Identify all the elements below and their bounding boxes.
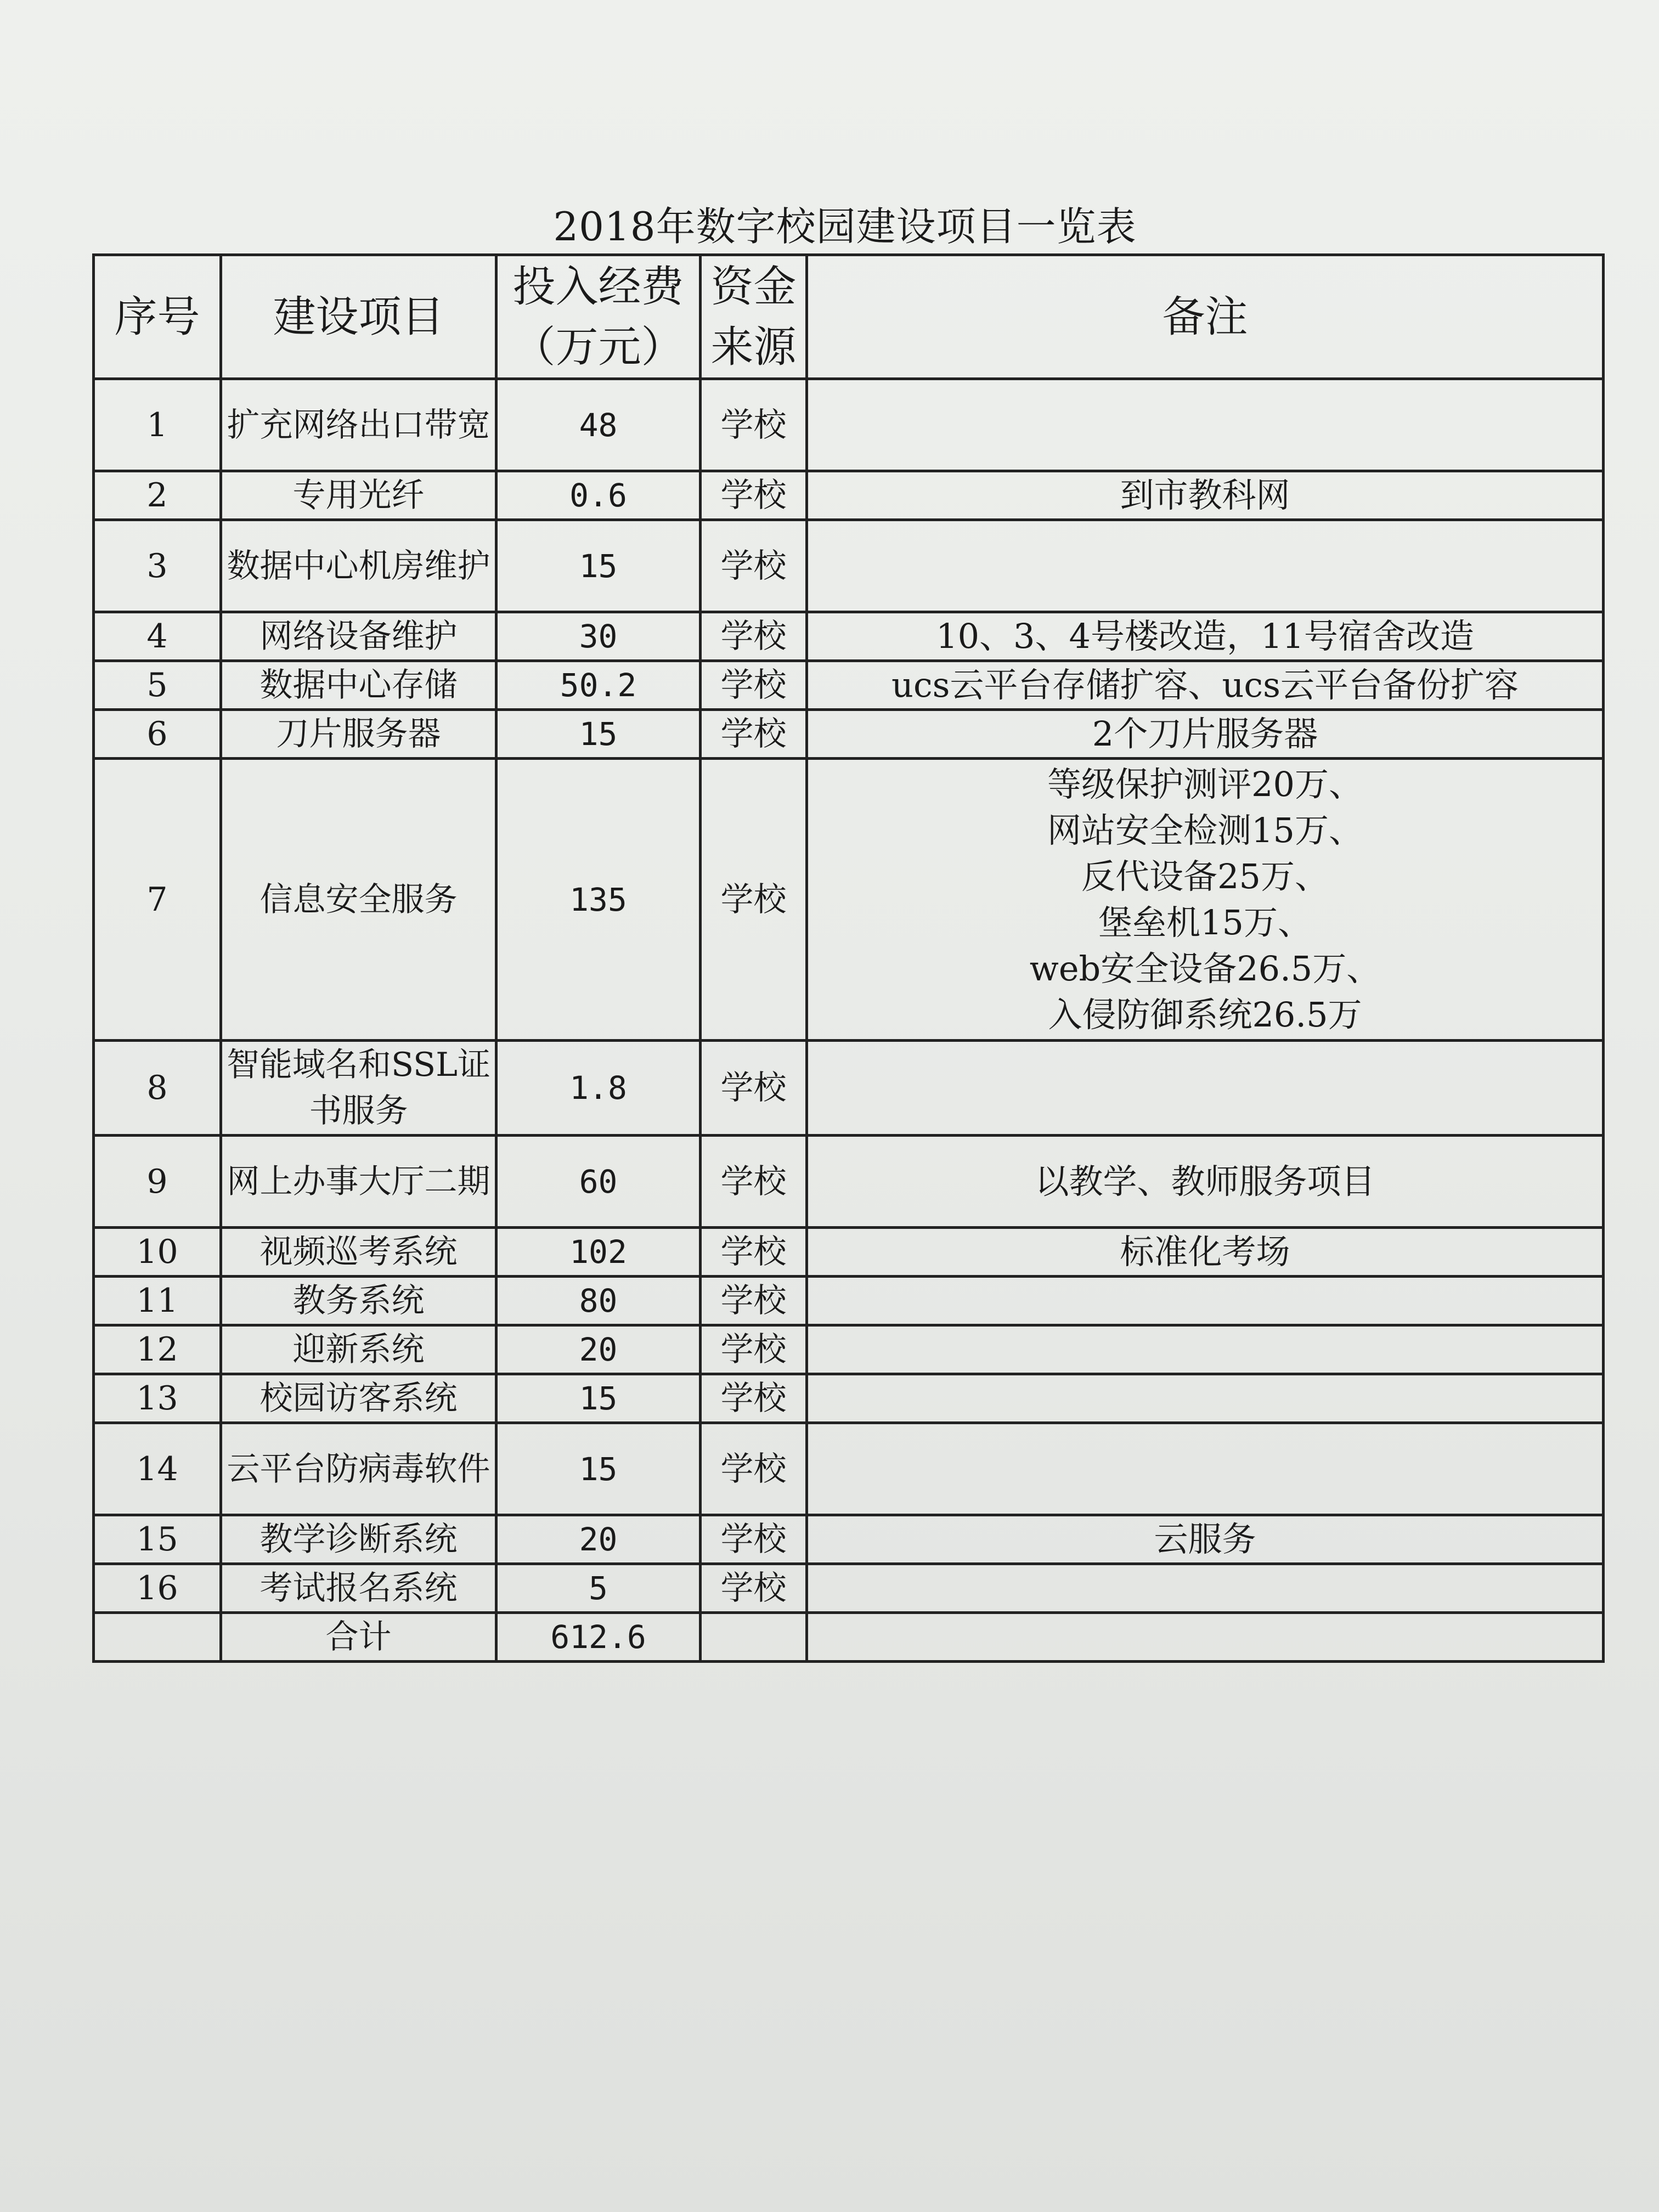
cell-source: 学校: [701, 379, 807, 471]
table-row: [94, 759, 1604, 1041]
header-source: 资金来源: [701, 255, 807, 379]
cell-project: 智能域名和SSL证书服务: [221, 1041, 496, 1136]
cell-cost: 15: [496, 520, 701, 612]
table-row: [94, 1325, 1604, 1374]
cell-index: 16: [94, 1564, 221, 1613]
cell-cost: 30: [496, 612, 701, 661]
table-row: [94, 710, 1604, 759]
table-row: [94, 1374, 1604, 1423]
table-row: [94, 1277, 1604, 1325]
cell-source: 学校: [701, 710, 807, 759]
cell-cost: 20: [496, 1515, 701, 1564]
cell-index: 11: [94, 1277, 221, 1325]
cell-project: 网络设备维护: [221, 612, 496, 661]
cell-source: 学校: [701, 1374, 807, 1423]
header-project: 建设项目: [221, 255, 496, 379]
cell-cost: 50.2: [496, 661, 701, 710]
total-row: [94, 1613, 1604, 1662]
cell-project: 校园访客系统: [221, 1374, 496, 1423]
table-header-row: [94, 255, 1604, 379]
cell-note: 以教学、教师服务项目: [807, 1136, 1604, 1228]
cell-note: 云服务: [807, 1515, 1604, 1564]
page-title: 2018年数字校园建设项目一览表: [553, 204, 1137, 250]
cell-project: 考试报名系统: [221, 1564, 496, 1613]
cell-source: 学校: [701, 1136, 807, 1228]
cell-note: [807, 1325, 1604, 1374]
cell-source: 学校: [701, 1325, 807, 1374]
cell-note: [807, 379, 1604, 471]
cell-index: 13: [94, 1374, 221, 1423]
cell-index: 4: [94, 612, 221, 661]
cell-cost: 135: [496, 759, 701, 1041]
header-index: 序号: [94, 255, 221, 379]
cell-index: 14: [94, 1423, 221, 1515]
cell-project: 信息安全服务: [221, 759, 496, 1041]
cell-project: 教务系统: [221, 1277, 496, 1325]
cell-index: 15: [94, 1515, 221, 1564]
cell-index: 1: [94, 379, 221, 471]
cell-index: 8: [94, 1041, 221, 1136]
cell-cost: 48: [496, 379, 701, 471]
cell-cost: 15: [496, 1374, 701, 1423]
cell-source: 学校: [701, 1277, 807, 1325]
table-row: [94, 379, 1604, 471]
table-row: [94, 1515, 1604, 1564]
cell-index: 12: [94, 1325, 221, 1374]
cell-cost: 1.8: [496, 1041, 701, 1136]
cell-index: 5: [94, 661, 221, 710]
cell-project: 数据中心机房维护: [221, 520, 496, 612]
cell-source: 学校: [701, 520, 807, 612]
cell-source: 学校: [701, 1228, 807, 1277]
cell-project: 网上办事大厅二期: [221, 1136, 496, 1228]
cell-cost: 5: [496, 1564, 701, 1613]
cell-cost: 80: [496, 1277, 701, 1325]
cell-source: 学校: [701, 1515, 807, 1564]
total-source-cell: [701, 1613, 807, 1662]
cell-note: 标准化考场: [807, 1228, 1604, 1277]
cell-source: 学校: [701, 759, 807, 1041]
cell-source: 学校: [701, 612, 807, 661]
cell-index: 3: [94, 520, 221, 612]
cell-note: [807, 1423, 1604, 1515]
cell-cost: 0.6: [496, 471, 701, 520]
cell-note: ucs云平台存储扩容、ucs云平台备份扩容: [807, 661, 1604, 710]
cell-note: [807, 520, 1604, 612]
cell-note: 2个刀片服务器: [807, 710, 1604, 759]
header-note: 备注: [807, 255, 1604, 379]
cell-index: 9: [94, 1136, 221, 1228]
cell-note: 到市教科网: [807, 471, 1604, 520]
cell-note: 10、3、4号楼改造，11号宿舍改造: [807, 612, 1604, 661]
cell-source: 学校: [701, 661, 807, 710]
cell-project: 专用光纤: [221, 471, 496, 520]
table-row: [94, 661, 1604, 710]
cell-cost: 20: [496, 1325, 701, 1374]
cell-project: 数据中心存储: [221, 661, 496, 710]
total-index-cell: [94, 1613, 221, 1662]
cell-note: [807, 1277, 1604, 1325]
cell-cost: 60: [496, 1136, 701, 1228]
cell-index: 2: [94, 471, 221, 520]
table-row: [94, 1136, 1604, 1228]
total-cost: 612.6: [496, 1613, 701, 1662]
cell-source: 学校: [701, 1564, 807, 1613]
cell-cost: 102: [496, 1228, 701, 1277]
table-row: [94, 612, 1604, 661]
cell-note: [807, 1564, 1604, 1613]
cell-cost: 15: [496, 1423, 701, 1515]
table-body: [94, 379, 1604, 1613]
cell-index: 6: [94, 710, 221, 759]
cell-note: 等级保护测评20万、 网站安全检测15万、 反代设备25万、 堡垒机15万、 web安全设备26.5万、 入侵防御系统26.5万: [807, 759, 1604, 1041]
cell-project: 云平台防病毒软件: [221, 1423, 496, 1515]
table-row: [94, 1228, 1604, 1277]
total-label: 合计: [221, 1613, 496, 1662]
cell-project: 迎新系统: [221, 1325, 496, 1374]
cell-note: [807, 1041, 1604, 1136]
table-row: [94, 471, 1604, 520]
cell-note: [807, 1374, 1604, 1423]
cell-index: 7: [94, 759, 221, 1041]
header-cost: 投入经费（万元）: [496, 255, 701, 379]
project-table: [92, 253, 1605, 1663]
cell-project: 扩充网络出口带宽: [221, 379, 496, 471]
table-row: [94, 520, 1604, 612]
cell-project: 教学诊断系统: [221, 1515, 496, 1564]
cell-project: 刀片服务器: [221, 710, 496, 759]
cell-source: 学校: [701, 1423, 807, 1515]
cell-cost: 15: [496, 710, 701, 759]
cell-source: 学校: [701, 1041, 807, 1136]
total-note-cell: [807, 1613, 1604, 1662]
cell-index: 10: [94, 1228, 221, 1277]
table-row: [94, 1041, 1604, 1136]
cell-source: 学校: [701, 471, 807, 520]
table-row: [94, 1423, 1604, 1515]
cell-project: 视频巡考系统: [221, 1228, 496, 1277]
table-row: [94, 1564, 1604, 1613]
